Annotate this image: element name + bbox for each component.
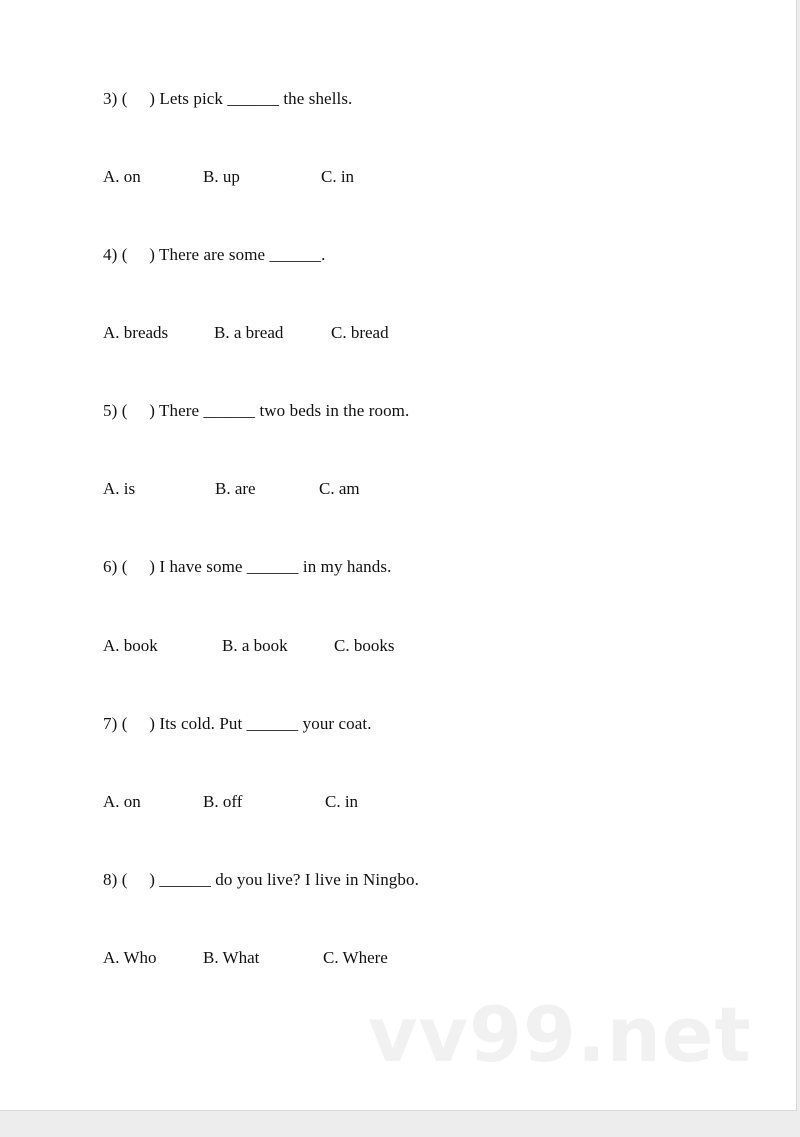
question-3-option-b: B. up	[203, 167, 240, 186]
question-8-option-b: B. What	[203, 948, 260, 967]
question-7-stem: 7) ( ) Its cold. Put ______ your coat.	[103, 714, 372, 733]
question-6-stem: 6) ( ) I have some ______ in my hands.	[103, 557, 392, 576]
question-8-option-c: C. Where	[323, 948, 388, 967]
question-3-option-c: C. in	[321, 167, 355, 186]
question-4-option-b: B. a bread	[214, 323, 284, 342]
question-5-option-b: B. are	[215, 479, 256, 498]
page-bottom-gutter	[0, 1111, 800, 1137]
question-4-stem: 4) ( ) There are some ______.	[103, 245, 326, 264]
question-8-option-a: A. Who	[103, 948, 157, 967]
question-4-option-a: A. breads	[103, 323, 169, 342]
question-4-option-c: C. bread	[331, 323, 389, 342]
question-6-option-c: C. books	[334, 636, 395, 655]
question-8-stem: 8) ( ) ______ do you live? I live in Ningbo.	[103, 870, 419, 889]
site-watermark: vv99.net	[368, 990, 752, 1079]
question-6-option-b: B. a book	[222, 636, 288, 655]
question-5-stem: 5) ( ) There ______ two beds in the room.	[103, 401, 410, 420]
question-6-option-a: A. book	[103, 636, 158, 655]
question-7-option-a: A. on	[103, 792, 141, 811]
question-5-option-c: C. am	[319, 479, 360, 498]
question-7-option-b: B. off	[203, 792, 243, 811]
question-7-option-c: C. in	[325, 792, 359, 811]
question-5-option-a: A. is	[103, 479, 136, 498]
question-3-option-a: A. on	[103, 167, 141, 186]
question-3-stem: 3) ( ) Lets pick ______ the shells.	[103, 89, 353, 108]
